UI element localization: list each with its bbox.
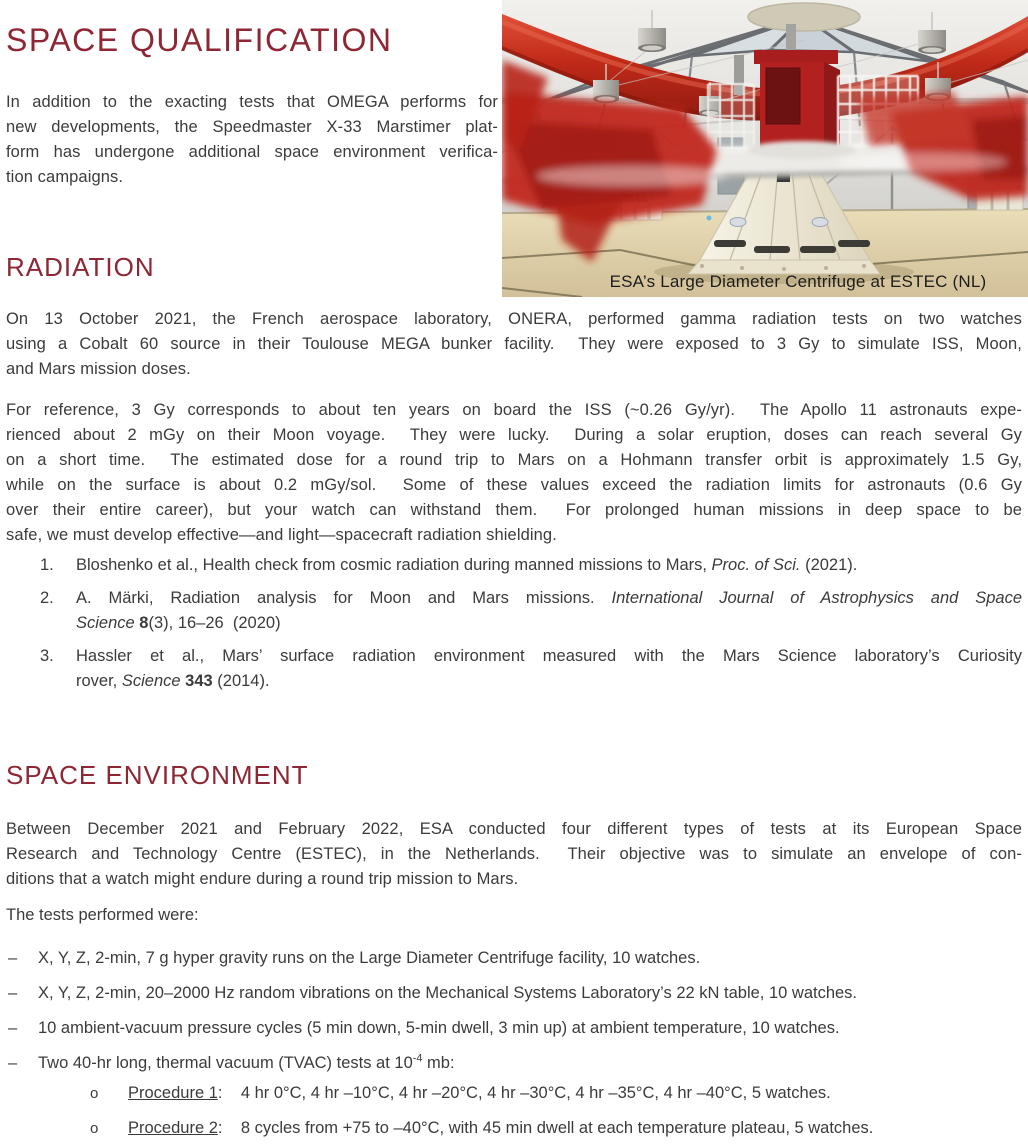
reference-item	[6, 586, 1022, 636]
bullet-item	[6, 981, 1022, 1006]
sub-bullet-marker: o	[90, 1120, 99, 1137]
bullet-text: 10 ambient-vacuum pressure cycles (5 min down, 5-min dwell, 3 min up) at ambient temperature, 10 watches.	[38, 1019, 840, 1037]
radiation-paragraph-1: On 13 October 2021, the French aerospace laboratory, ONERA, performed gamma radiation tests on two watches using a Cobalt 60 source in their Toulouse MEGA bunker facility. They were exposed to 3 Gy to simulate ISS, Moon, and Mars mission doses.	[6, 310, 1022, 378]
bullet-item	[6, 946, 1022, 971]
reference-number: 2.	[40, 589, 54, 607]
reference-text: A. Märki, Radiation analysis for Moon and Mars missions. International Journal of Astrophysics and Space Science 8(3), 16–26 (2020)	[76, 589, 1022, 632]
procedure-text: Procedure 2: 8 cycles from +75 to –40°C, with 45 min dwell at each temperature plateau, 5 watches.	[128, 1119, 874, 1137]
reference-text: Bloshenko et al., Health check from cosmic radiation during manned missions to Mars, Proc. of Sci. (2021).	[76, 556, 858, 574]
tests-intro-line: The tests performed were:	[6, 906, 199, 924]
sub-bullet-marker: o	[90, 1085, 99, 1102]
bullet-marker: –	[8, 1019, 18, 1037]
reference-number: 1.	[40, 556, 54, 574]
photo-caption: ESA’s Large Diameter Centrifuge at ESTEC (NL)	[609, 272, 987, 291]
bullet-text: Two 40-hr long, thermal vacuum (TVAC) tests at $10^{-4}$ mb:	[38, 1052, 455, 1072]
bullet-item	[6, 1016, 1022, 1041]
bullet-text: X, Y, Z, 2-min, 7 g hyper gravity runs on the Large Diameter Centrifuge facility, 10 watches.	[38, 949, 701, 967]
reference-item	[6, 644, 1022, 694]
bullet-marker: –	[8, 949, 18, 967]
intro-paragraph: In addition to the exacting tests that OMEGA performs for new developments, the Speedmaster X-33 Marstimer plat- form has undergone additional space environment verifica- tion campaigns.	[6, 93, 498, 186]
bullet-text: X, Y, Z, 2-min, 20–2000 Hz random vibrations on the Mechanical Systems Laboratory’s 22 kN table, 10 watches.	[38, 984, 858, 1002]
procedure-item	[6, 1116, 1022, 1141]
bullet-marker: –	[8, 1054, 18, 1072]
centrifuge-photo	[502, 0, 1028, 297]
space-environment-paragraph: Between December 2021 and February 2022, ESA conducted four different types of tests at its European Space Research and Technology Centre (ESTEC), in the Netherlands. Their objective was to simulate an envelope of con- ditions that a watch might endure during a round trip mission to Mars.	[6, 820, 1022, 888]
tests-bullet-list	[6, 946, 1022, 1086]
procedure-text: Procedure 1: 4 hr 0°C, 4 hr –10°C, 4 hr –20°C, 4 hr –30°C, 4 hr –35°C, 4 hr –40°C, 5 watches.	[128, 1084, 831, 1102]
radiation-paragraph-2: For reference, 3 Gy corresponds to about ten years on board the ISS (~0.26 Gy/yr). The Apollo 11 astronauts expe- rienced about 2 mGy on their Moon voyage. They were lucky. During a solar eruption, doses can reach several Gy on a short time. The estimated dose for a round trip to Mars on a Hohmann transfer orbit is approximately 1.5 Gy, while on the surface is about 0.2 mGy/sol. Some of these values exceed the radiation limits for astronauts (0.6 Gy over their entire career), but your watch can withstand them. For prolonged human missions in deep space to be safe, we must develop effective—and light—spacecraft radiation shielding.	[6, 401, 1022, 544]
section-heading-radiation: RADIATION	[6, 252, 155, 282]
centrifuge-photo-illustration	[502, 0, 1028, 297]
bullet-marker: –	[8, 984, 18, 1002]
reference-item	[6, 553, 1022, 578]
procedure-sub-list	[6, 1081, 1022, 1148]
procedure-item	[6, 1081, 1022, 1106]
page-title: SPACE QUALIFICATION	[6, 22, 393, 58]
reference-text: Hassler et al., Mars’ surface radiation environment measured with the Mars Science laboratory’s Curiosity rover, Science 343 (2014).	[76, 647, 1022, 690]
section-heading-space-environment: SPACE ENVIRONMENT	[6, 760, 309, 790]
reference-list	[6, 553, 1022, 702]
reference-number: 3.	[40, 647, 54, 665]
bullet-item	[6, 1051, 1022, 1076]
